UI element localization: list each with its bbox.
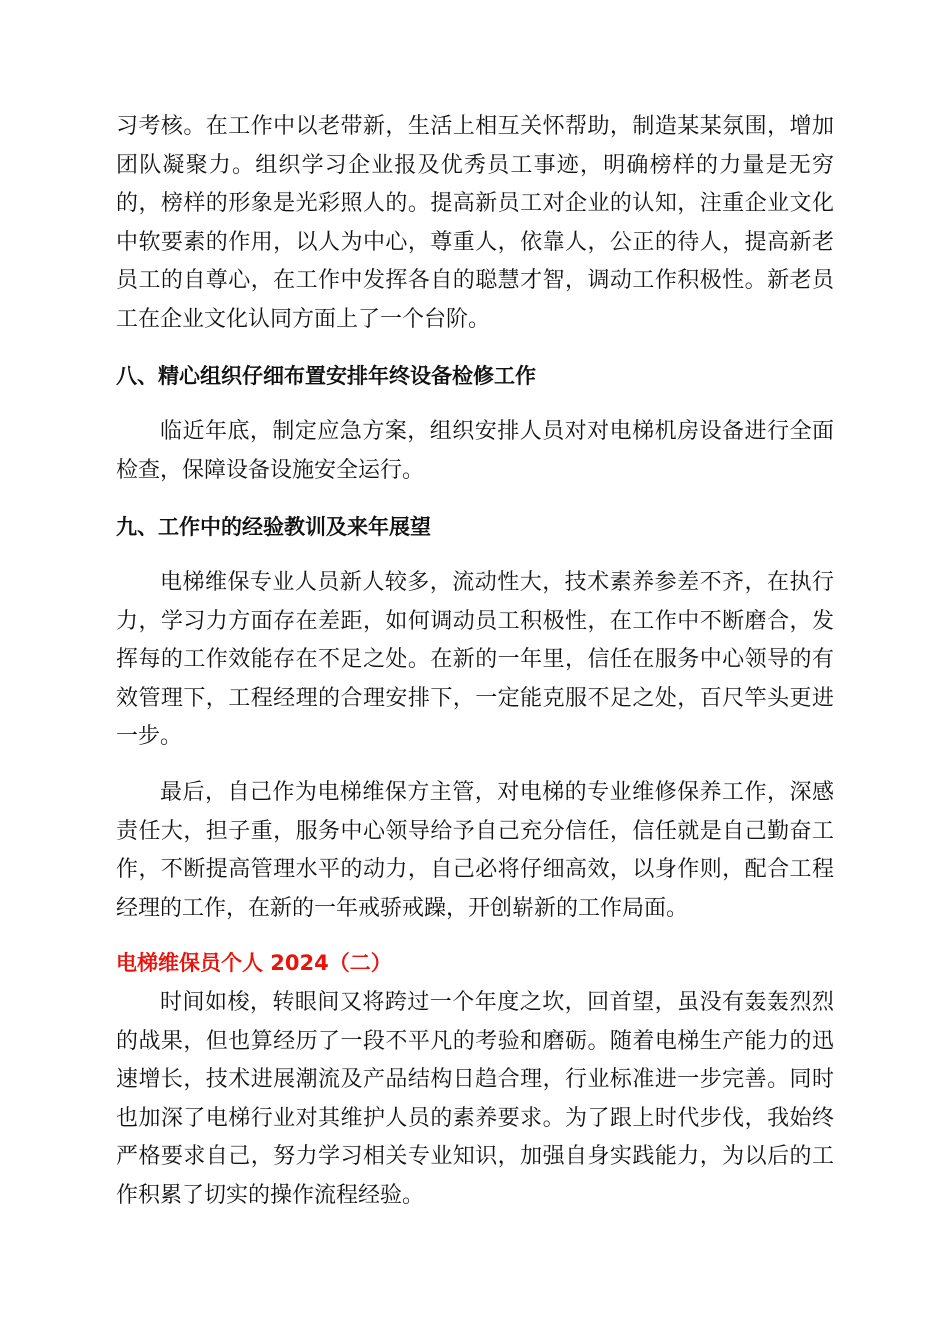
- paragraph-section-9a: 电梯维保专业人员新人较多，流动性大，技术素养参差不齐，在执行力，学习力方面存在差距，如何调动员工积极性，在工作中不断磨合，发挥每的工作效能存在不足之处。在新的一年里，信任在服务中心领导的有效管理下，工程经理的合理安排下，一定能克服不足之处，百尺竿头更进一步。: [116, 570, 834, 749]
- section-heading-8: 八、精心组织仔细布置安排年终设备检修工作: [116, 364, 536, 388]
- paragraph-section-8: 临近年底，制定应急方案，组织安排人员对对电梯机房设备进行全面检查，保障设备设施安全运行。: [116, 419, 834, 483]
- document-title-2: 电梯维保员个人 2024（二）: [116, 951, 392, 975]
- paragraph-title-2-body: 时间如梭，转眼间又将跨过一个年度之坎，回首望，虽没有轰轰烈烈的战果，但也算经历了一段不平凡的考验和磨砺。随着电梯生产能力的迅速增长，技术进展潮流及产品结构日趋合理，行业标准进一步完善。同时也加深了电梯行业对其维护人员的素养要求。为了跟上时代步伐，我始终严格要求自己，努力学习相关专业知识，加强自身实践能力，为以后的工作积累了切实的操作流程经验。: [116, 990, 834, 1208]
- document-page: [116, 108, 834, 1215]
- paragraph-continued: 习考核。在工作中以老带新，生活上相互关怀帮助，制造某某氛围，增加团队凝聚力。组织学习企业报及优秀员工事迹，明确榜样的力量是无穷的，榜样的形象是光彩照人的。提高新员工对企业的认知，注重企业文化中软要素的作用，以人为中心，尊重人，依靠人，公正的待人，提高新老员工的自尊心，在工作中发挥各自的聪慧才智，调动工作积极性。新老员工在企业文化认同方面上了一个台阶。: [116, 114, 834, 332]
- paragraph-section-9b: 最后，自己作为电梯维保方主管，对电梯的专业维修保养工作，深感责任大，担子重，服务中心领导给予自己充分信任，信任就是自己勤奋工作，不断提高管理水平的动力，自己必将仔细高效，以身作则，配合工程经理的工作，在新的一年戒骄戒躁，开创崭新的工作局面。: [116, 780, 834, 921]
- section-heading-9: 九、工作中的经验教训及来年展望: [116, 515, 431, 539]
